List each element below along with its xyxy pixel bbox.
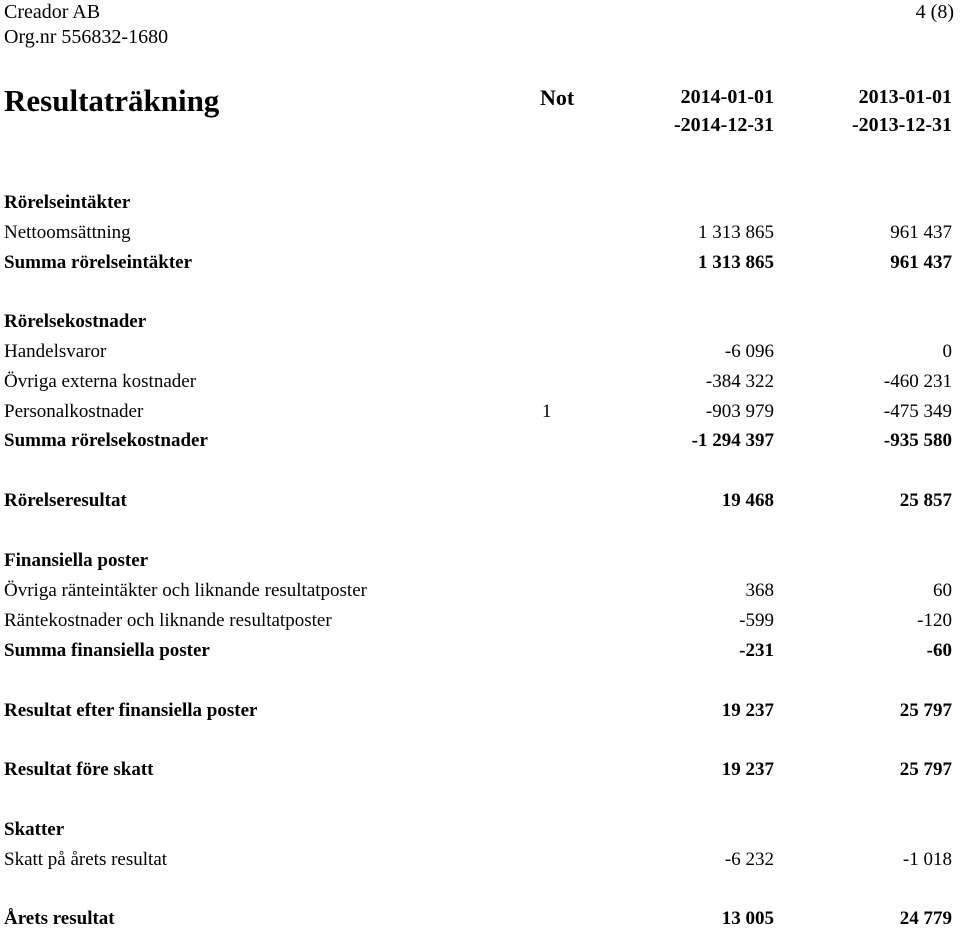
row-value-2013: 25 797 <box>899 759 952 780</box>
period-2014-start: 2014-01-01 <box>680 86 774 108</box>
period-2013-start: 2013-01-01 <box>858 86 952 108</box>
row-label: Summa rörelsekostnader <box>4 430 208 451</box>
statement-row <box>0 490 960 518</box>
row-label: Skatter <box>4 819 65 840</box>
row-value-2014: -903 979 <box>705 401 774 422</box>
page-number: 4 (8) <box>915 1 954 23</box>
row-value-2013: -60 <box>926 640 952 661</box>
statement-row <box>0 550 960 578</box>
row-value-2014: -6 232 <box>724 849 774 870</box>
row-label: Resultat före skatt <box>4 759 154 780</box>
row-value-2013: -935 580 <box>883 430 952 451</box>
statement-row <box>0 849 960 877</box>
row-value-2013: 60 <box>933 580 952 601</box>
row-value-2014: -6 096 <box>724 341 774 362</box>
org-number: Org.nr 556832-1680 <box>4 26 169 48</box>
statement-row <box>0 252 960 280</box>
row-value-2013: 25 797 <box>899 700 952 721</box>
company-name: Creador AB <box>4 1 101 23</box>
statement-row <box>0 580 960 608</box>
row-value-2014: -384 322 <box>705 371 774 392</box>
period-2013-end: -2013-12-31 <box>852 114 952 136</box>
column-header-period-2014 <box>674 83 774 139</box>
statement-row <box>0 759 960 787</box>
row-label: Summa rörelseintäkter <box>4 252 193 273</box>
row-value-2013: -460 231 <box>883 371 952 392</box>
statement-row <box>0 819 960 847</box>
statement-row <box>0 371 960 399</box>
row-label: Rörelseresultat <box>4 490 127 511</box>
row-value-2014: -231 <box>739 640 774 661</box>
statement-row <box>0 640 960 668</box>
row-label: Räntekostnader och liknande resultatposter <box>4 610 332 631</box>
row-label: Summa finansiella poster <box>4 640 210 661</box>
page-title: Resultaträkning <box>4 83 220 118</box>
row-value-2013: 24 779 <box>899 908 952 929</box>
row-value-2013: 961 437 <box>890 222 952 243</box>
row-label: Nettoomsättning <box>4 222 131 243</box>
row-value-2014: -599 <box>739 610 774 631</box>
row-label: Årets resultat <box>4 908 115 929</box>
row-value-2013: -1 018 <box>902 849 952 870</box>
statement-row <box>0 610 960 638</box>
row-value-2014: 1 313 865 <box>698 222 774 243</box>
row-value-2014: 19 237 <box>721 759 774 780</box>
period-2014-end: -2014-12-31 <box>674 114 774 136</box>
row-label: Rörelsekostnader <box>4 311 147 332</box>
statement-row <box>0 700 960 728</box>
row-label: Handelsvaror <box>4 341 107 362</box>
row-value-2013: -120 <box>917 610 952 631</box>
statement-row <box>0 430 960 458</box>
row-note: 1 <box>542 401 552 422</box>
statement-row <box>0 401 960 429</box>
row-label: Skatt på årets resultat <box>4 849 168 870</box>
column-header-not: Not <box>540 85 575 110</box>
row-value-2013: -475 349 <box>883 401 952 422</box>
row-label: Personalkostnader <box>4 401 144 422</box>
row-label: Övriga externa kostnader <box>4 371 197 392</box>
row-value-2014: 1 313 865 <box>698 252 774 273</box>
row-label: Resultat efter finansiella poster <box>4 700 258 721</box>
statement-row <box>0 311 960 339</box>
statement-row <box>0 222 960 250</box>
row-label: Rörelseintäkter <box>4 192 131 213</box>
row-value-2014: 19 237 <box>721 700 774 721</box>
statement-row <box>0 192 960 220</box>
row-value-2013: 25 857 <box>899 490 952 511</box>
row-value-2014: 368 <box>745 580 774 601</box>
row-value-2013: 0 <box>942 341 952 362</box>
row-value-2014: 13 005 <box>721 908 774 929</box>
row-label: Övriga ränteintäkter och liknande resultatposter <box>4 580 367 601</box>
row-value-2014: -1 294 397 <box>691 430 774 451</box>
statement-row <box>0 341 960 369</box>
row-value-2013: 961 437 <box>890 252 952 273</box>
column-header-period-2013 <box>852 83 952 139</box>
row-label: Finansiella poster <box>4 550 149 571</box>
row-value-2014: 19 468 <box>721 490 774 511</box>
